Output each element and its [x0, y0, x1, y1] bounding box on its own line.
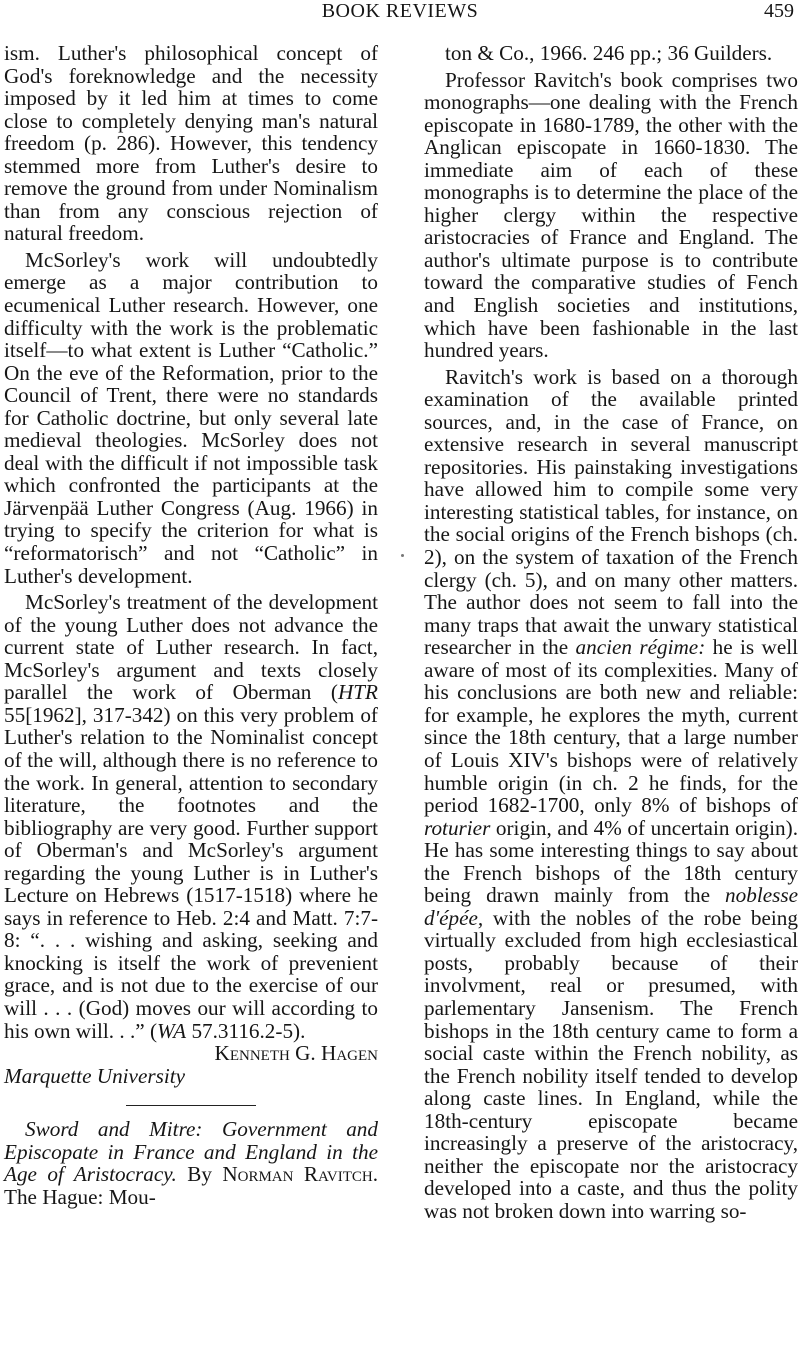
journal-abbrev-wa: WA — [157, 1018, 187, 1043]
book-heading — [4, 1118, 378, 1208]
book-publisher: . The Hague: Mou- — [4, 1162, 378, 1209]
right-paragraph-2 — [424, 366, 798, 1223]
reviewer-name: Kenneth G. Hagen — [214, 1041, 378, 1066]
reviewer-affiliation: Marquette University — [4, 1063, 186, 1088]
term-ancien-regime: ancien régime: — [575, 635, 706, 660]
left-paragraph-2: McSorley's work will undoubtedly emerge as a major contribution to ecumenical Luther research. However, one difficulty with the work is the problematic itself—to what extent is Luther “Catholic.” On the eve of the Reformation, prior to the Council of Trent, there were no standards for Catholic doctrine, but only several late medieval theologies. McSorley does not deal with the difficult if not impossible task which confronted the participants at the Järvenpää Luther Congress (Aug. 1966) in trying to specify the criterion for what is “reformatorisch” and not “Catholic” in Luther's development. — [4, 247, 378, 588]
section-divider — [126, 1105, 256, 1106]
right-column — [424, 42, 798, 1222]
left-p3-text-c: 57.3116.2-5). — [186, 1018, 306, 1043]
term-noblesse-depee: noblesse d'épée, — [424, 883, 798, 930]
journal-abbrev-htr: HTR — [337, 680, 378, 705]
right-p2-text-b: he is well aware of most of its complexities. Many of his conclusions are both new and reliable: for example, he explores the myth, current since the 18th century, that a large number of Louis XIV's bishops were of relatively humble origin (in ch. 2 he finds, for the period 1682-1700, only 8% of bishops of — [424, 635, 798, 818]
book-author: Norman Ravitch — [222, 1162, 373, 1187]
page-number: 459 — [764, 0, 794, 22]
running-head — [0, 0, 800, 22]
left-p3-text-a: McSorley's treatment of the development of the young Luther does not advance the current state of Luther research. In fact, McSorley's argument and texts closely parallel the work of Oberman ( — [4, 590, 378, 705]
left-column — [4, 42, 378, 1208]
right-p2-text-d: with the nobles of the robe being virtually excluded from high ecclesiastical posts, probably because of their involvment, real or presumed, with parlementary Jansenism. The French bishops in the 18th century came to form a social caste within the French nobility, as the French nobility itself tended to develop along caste lines. In England, while the 18th-century episcopate became increasingly a preserve of the aristocracy, neither the episcopate nor the aristocracy developed into a caste, and thus the polity was not broken down into warring so- — [424, 905, 798, 1223]
left-paragraph-1: ism. Luther's philosophical concept of God's foreknowledge and the necessity imposed by it led him at times to come close to completely denying man's natural freedom (p. 286). However, this tendency stemmed more from Luther's desire to remove the ground from under Nominalism than from any conscious rejection of natural freedom. — [4, 41, 378, 246]
right-p2-text-a: Ravitch's work is based on a thorough examination of the available printed sources, and, in the case of France, on extensive research in several manuscript repositories. His painstaking investigations have allowed him to compile some very interesting statistical tables, for instance, on the social origins of the French bishops (ch. 2), on the system of taxation of the French clergy (ch. 5), and on many other matters. The author does not seem to fall into the many traps that await the unwary statistical researcher in the — [424, 364, 798, 660]
left-p3-text-b: 55[1962], 317-342) on this very problem of Luther's relation to the Nominalist concept of the will, although there is no reference to the work. In general, attention to secondary literature, the footnotes and the bibliography are very good. Further support of Oberman's and McSorley's argument regarding the young Luther is in Luther's Lecture on Hebrews (1517-1518) where he says in reference to Heb. 2:4 and Matt. 7:7-8: “. . . wishing and asking, seeking and knocking is itself the work of prevenient grace, and is not due to the exercise of our will . . . (God) moves our will according to his own will. . .” ( — [4, 702, 378, 1043]
term-roturier: roturier — [424, 815, 491, 840]
book-by: By — [176, 1162, 223, 1187]
book-title: Sword and Mitre: Government and Episcopate in France and England in the Age of Aristocracy. — [4, 1117, 378, 1187]
right-p2-text-c: origin, and 4% of uncertain origin). He has some interesting things to say about the French bishops of the 18th century being drawn mainly from the — [424, 815, 798, 908]
right-paragraph-1: Professor Ravitch's book comprises two monographs—one dealing with the French episcopate in 1680-1789, the other with the Anglican episcopate in 1660-1830. The immediate aim of each of these monographs is to determine the place of the higher clergy within the respective aristocracies of France and England. The author's ultimate purpose is to contribute toward the comparative studies of Fench and English societies and institutions, which have been fashionable in the last hundred years. — [424, 67, 798, 363]
running-head-title: BOOK REVIEWS — [321, 0, 479, 22]
margin-mark — [401, 554, 404, 557]
left-paragraph-3 — [4, 591, 378, 1042]
book-publisher-continued: ton & Co., 1966. 246 pp.; 36 Guilders. — [445, 41, 773, 65]
